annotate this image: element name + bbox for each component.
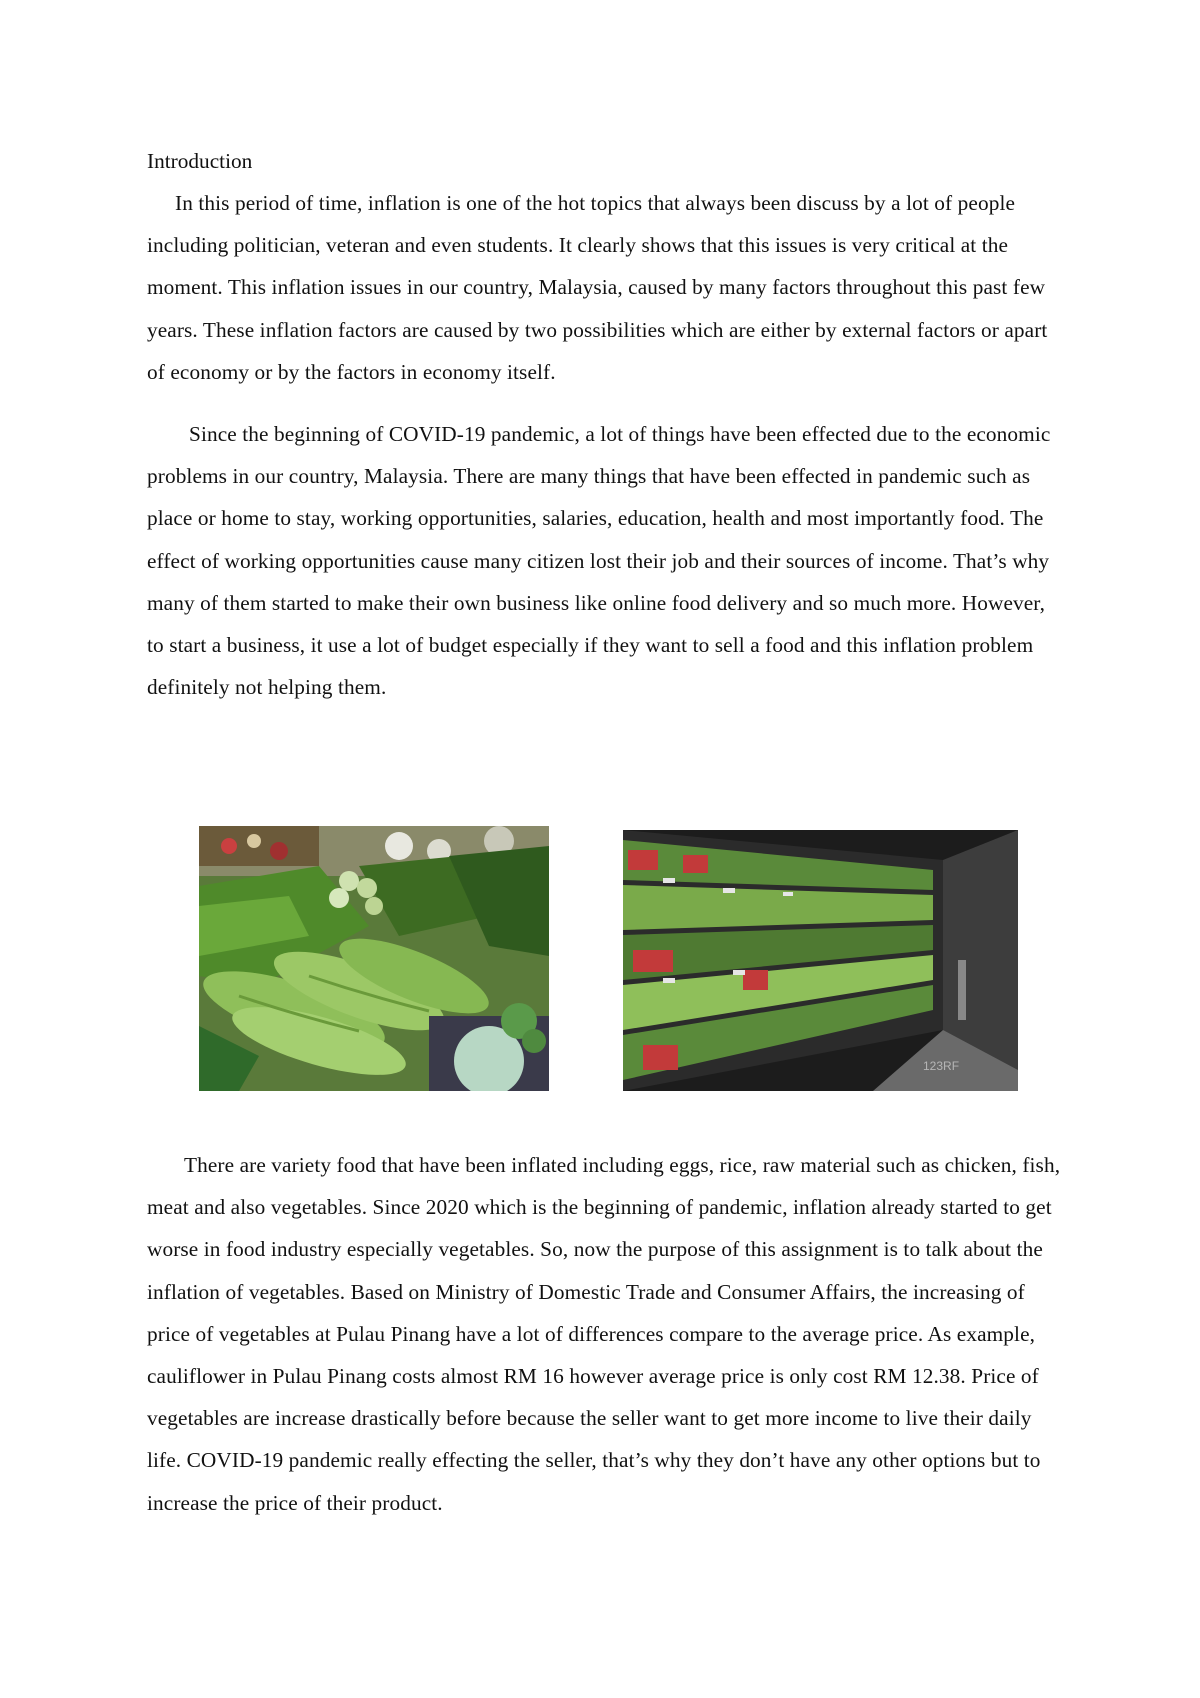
paragraph-3: There are variety food that have been inflated including eggs, rice, raw material such as chicken, fish, meat and also vegetables. Since 2020 which is the beginning of pandemic, inflation already started to get worse in food industry especially vegetables. So, now the purpose of this assignment is to talk about the inflation of vegetables. Based on Ministry of Domestic Trade and Consumer Affairs, the increasing of price of vegetables at Pulau Pinang have a lot of differences compare to the average price. As example, cauliflower in Pulau Pinang costs almost RM 16 however average price is only cost RM 12.38. Price of vegetables are increase drastically before because the seller want to get more income to live their daily life. COVID-19 pandemic really effecting the seller, that’s why they don’t have any other options but to increase the price of their product. xyxy=(147,1153,1061,1515)
paragraph-2: Since the beginning of COVID-19 pandemic, a lot of things have been effected due to the economic problems in our country, Malaysia. There are many things that have been effected in pandemic such as place or home to stay, working opportunities, salaries, education, health and most importantly food. The effect of working opportunities cause many citizen lost their job and their sources of income. That’s why many of them started to make their own business like online food delivery and so much more. However, to start a business, it use a lot of budget especially if they want to sell a food and this inflation problem definitely not helping them. xyxy=(147,422,1051,700)
supermarket-vegetable-aisle-photo xyxy=(623,830,1018,1091)
section-heading: Introduction xyxy=(147,149,253,173)
paragraph-1-container xyxy=(147,182,1067,393)
paragraph-1: In this period of time, inflation is one of the hot topics that always been discuss by a lot of people including politician, veteran and even students. It clearly shows that this issues is very critical at the moment. This inflation issues in our country, Malaysia, caused by many factors throughout this past few years. These inflation factors are caused by two possibilities which are either by external factors or apart of economy or by the factors in economy itself. xyxy=(147,191,1048,384)
paragraph-3-container xyxy=(147,1144,1067,1524)
market-vegetables-photo xyxy=(199,826,549,1091)
watermark-text: 123RF xyxy=(923,1059,960,1073)
paragraph-2-container xyxy=(147,413,1067,708)
